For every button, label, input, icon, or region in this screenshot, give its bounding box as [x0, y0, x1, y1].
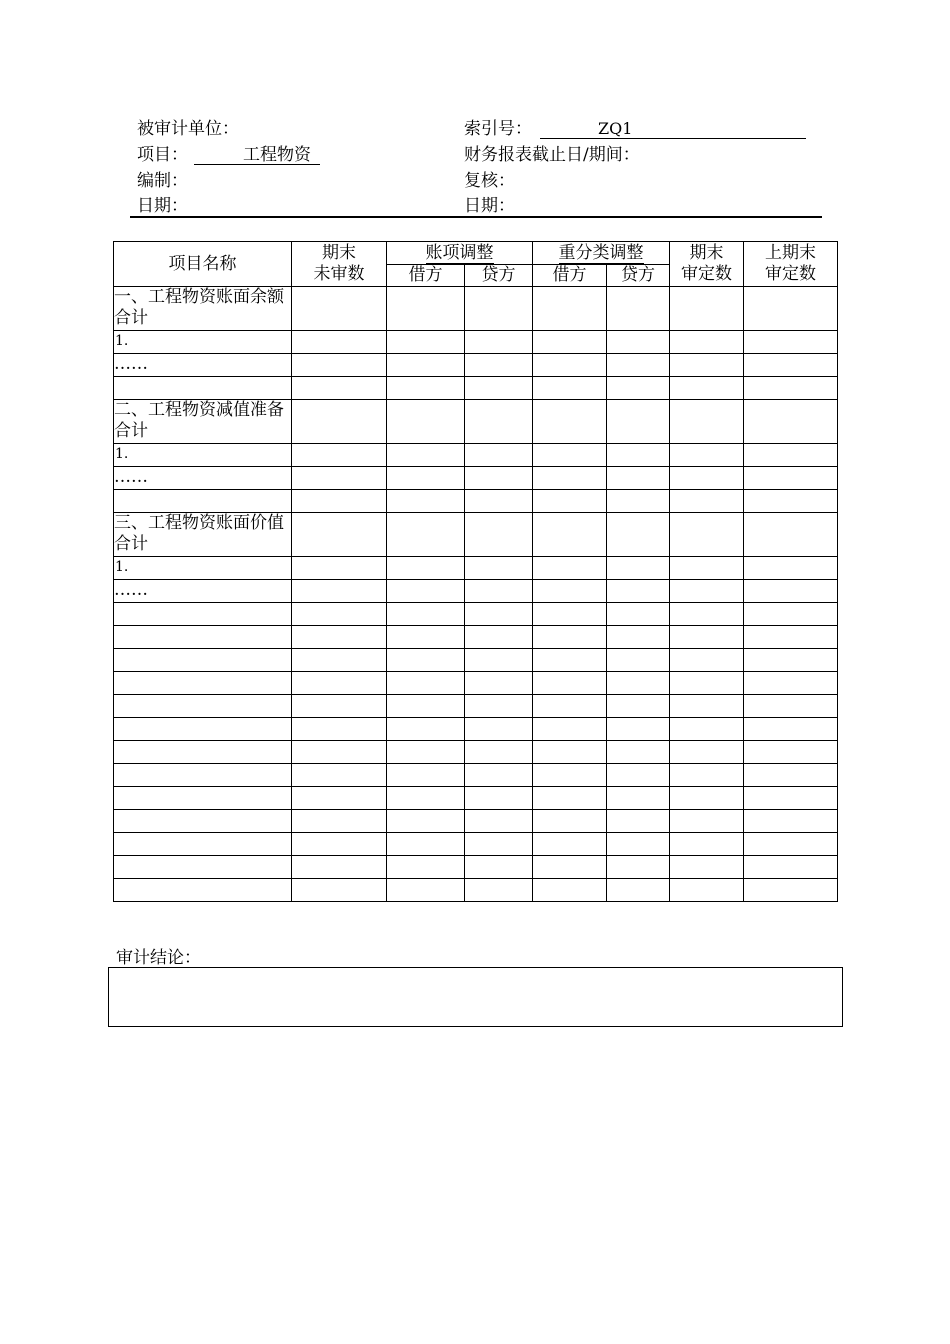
row-prior[interactable]	[744, 810, 838, 833]
row-adjust-credit[interactable]	[465, 603, 533, 626]
row-reclass-debit[interactable]	[533, 810, 607, 833]
row-item-name[interactable]	[114, 787, 292, 810]
row-item-name[interactable]	[114, 741, 292, 764]
row-item-name[interactable]	[114, 649, 292, 672]
table-row	[114, 718, 838, 741]
row-reclass-debit[interactable]	[533, 400, 607, 444]
table-row	[114, 444, 838, 467]
col-audited-line1: 期末	[689, 243, 724, 263]
row-adjust-credit[interactable]	[465, 626, 533, 649]
table-row	[114, 626, 838, 649]
col-audited-line2: 审定数	[681, 264, 732, 284]
row-item-name[interactable]: 一、工程物资账面余额合计	[114, 287, 292, 331]
table-row	[114, 833, 838, 856]
row-adjust-debit[interactable]	[387, 603, 465, 626]
row-unaudited[interactable]	[292, 580, 387, 603]
row-unaudited[interactable]	[292, 626, 387, 649]
row-reclass-credit[interactable]	[607, 513, 670, 557]
row-unaudited[interactable]	[292, 400, 387, 444]
row-reclass-debit[interactable]	[533, 626, 607, 649]
row-audited[interactable]	[670, 467, 744, 490]
row-reclass-debit[interactable]	[533, 354, 607, 377]
row-prior[interactable]	[744, 400, 838, 444]
row-item-name[interactable]	[114, 490, 292, 513]
row-reclass-credit[interactable]	[607, 603, 670, 626]
row-audited[interactable]	[670, 400, 744, 444]
row-prior[interactable]	[744, 879, 838, 902]
row-item-name[interactable]	[114, 695, 292, 718]
row-item-name[interactable]: 1.	[114, 331, 292, 354]
row-adjust-debit[interactable]	[387, 856, 465, 879]
row-prior[interactable]	[744, 626, 838, 649]
table-row	[114, 377, 838, 400]
row-reclass-credit[interactable]	[607, 764, 670, 787]
table-row	[114, 879, 838, 902]
row-unaudited[interactable]	[292, 787, 387, 810]
col-reclass	[533, 242, 670, 265]
row-reclass-debit[interactable]	[533, 490, 607, 513]
row-reclass-debit[interactable]	[533, 513, 607, 557]
date-label-left: 日期：	[137, 196, 188, 216]
row-reclass-debit[interactable]	[533, 879, 607, 902]
row-adjust-credit[interactable]	[465, 557, 533, 580]
row-reclass-credit[interactable]	[607, 557, 670, 580]
row-prior[interactable]	[744, 513, 838, 557]
table-row	[114, 287, 838, 331]
row-adjust-debit[interactable]	[387, 833, 465, 856]
row-audited[interactable]	[670, 557, 744, 580]
row-adjust-debit[interactable]	[387, 672, 465, 695]
prepared-label: 编制：	[137, 171, 188, 191]
table-row	[114, 764, 838, 787]
row-adjust-credit[interactable]	[465, 513, 533, 557]
table-row	[114, 649, 838, 672]
row-item-name[interactable]: ……	[114, 580, 292, 603]
index-underline	[540, 138, 806, 139]
row-adjust-debit[interactable]	[387, 626, 465, 649]
row-reclass-debit[interactable]	[533, 444, 607, 467]
col-reclass-credit: 贷方	[607, 265, 670, 287]
row-adjust-credit[interactable]	[465, 467, 533, 490]
row-unaudited[interactable]	[292, 649, 387, 672]
row-adjust-credit[interactable]	[465, 741, 533, 764]
row-reclass-credit[interactable]	[607, 810, 670, 833]
row-adjust-debit[interactable]	[387, 513, 465, 557]
row-prior[interactable]	[744, 764, 838, 787]
row-unaudited[interactable]	[292, 354, 387, 377]
row-audited[interactable]	[670, 603, 744, 626]
table-row	[114, 741, 838, 764]
col-adjust-label: 账项调整	[425, 242, 494, 263]
table-row	[114, 400, 838, 444]
row-reclass-credit[interactable]	[607, 879, 670, 902]
table-body	[114, 287, 838, 902]
row-adjust-credit[interactable]	[465, 879, 533, 902]
row-audited[interactable]	[670, 879, 744, 902]
row-adjust-debit[interactable]	[387, 444, 465, 467]
row-reclass-credit[interactable]	[607, 741, 670, 764]
row-adjust-debit[interactable]	[387, 695, 465, 718]
row-adjust-debit[interactable]	[387, 787, 465, 810]
col-unaudited-line1: 期末	[322, 243, 356, 263]
row-audited[interactable]	[670, 833, 744, 856]
row-prior[interactable]	[744, 580, 838, 603]
row-unaudited[interactable]	[292, 718, 387, 741]
date-label-right: 日期：	[464, 196, 515, 216]
row-adjust-debit[interactable]	[387, 490, 465, 513]
row-adjust-credit[interactable]	[465, 400, 533, 444]
row-prior[interactable]	[744, 672, 838, 695]
row-adjust-debit[interactable]	[387, 810, 465, 833]
row-reclass-debit[interactable]	[533, 331, 607, 354]
row-audited[interactable]	[670, 787, 744, 810]
row-audited[interactable]	[670, 580, 744, 603]
row-adjust-credit[interactable]	[465, 672, 533, 695]
col-adjust-debit: 借方	[387, 265, 465, 287]
row-adjust-credit[interactable]	[465, 810, 533, 833]
row-adjust-credit[interactable]	[465, 833, 533, 856]
row-audited[interactable]	[670, 444, 744, 467]
row-item-name[interactable]: 1.	[114, 444, 292, 467]
row-audited[interactable]	[670, 490, 744, 513]
row-item-name[interactable]: 1.	[114, 557, 292, 580]
col-adjust-credit: 贷方	[465, 265, 533, 287]
col-prior	[744, 242, 838, 287]
row-unaudited[interactable]	[292, 810, 387, 833]
table-row	[114, 695, 838, 718]
row-adjust-credit[interactable]	[465, 764, 533, 787]
row-adjust-credit[interactable]	[465, 787, 533, 810]
row-prior[interactable]	[744, 467, 838, 490]
row-prior[interactable]	[744, 557, 838, 580]
row-item-name[interactable]	[114, 856, 292, 879]
row-unaudited[interactable]	[292, 741, 387, 764]
table-row	[114, 580, 838, 603]
row-adjust-credit[interactable]	[465, 444, 533, 467]
row-adjust-debit[interactable]	[387, 400, 465, 444]
row-adjust-debit[interactable]	[387, 557, 465, 580]
row-audited[interactable]	[670, 695, 744, 718]
row-audited[interactable]	[670, 856, 744, 879]
table-row	[114, 490, 838, 513]
row-audited[interactable]	[670, 741, 744, 764]
table-row	[114, 354, 838, 377]
row-unaudited[interactable]	[292, 856, 387, 879]
col-reclass-label: 重分类调整	[558, 242, 644, 263]
row-adjust-credit[interactable]	[465, 580, 533, 603]
col-adjust	[387, 242, 533, 265]
row-adjust-credit[interactable]	[465, 287, 533, 331]
row-audited[interactable]	[670, 764, 744, 787]
row-item-name[interactable]: 三、工程物资账面价值合计	[114, 513, 292, 557]
table-row	[114, 331, 838, 354]
row-reclass-credit[interactable]	[607, 626, 670, 649]
report-date-label: 财务报表截止日/期间：	[464, 145, 640, 165]
row-reclass-debit[interactable]	[533, 833, 607, 856]
row-item-name[interactable]	[114, 626, 292, 649]
row-audited[interactable]	[670, 513, 744, 557]
project-label: 项目：	[137, 145, 188, 165]
row-reclass-debit[interactable]	[533, 287, 607, 331]
row-prior[interactable]	[744, 287, 838, 331]
row-item-name[interactable]	[114, 672, 292, 695]
row-item-name[interactable]	[114, 718, 292, 741]
row-unaudited[interactable]	[292, 695, 387, 718]
row-unaudited[interactable]	[292, 557, 387, 580]
header-rule	[130, 216, 822, 218]
row-reclass-credit[interactable]	[607, 718, 670, 741]
row-reclass-debit[interactable]	[533, 764, 607, 787]
row-adjust-credit[interactable]	[465, 331, 533, 354]
table-row	[114, 810, 838, 833]
row-prior[interactable]	[744, 354, 838, 377]
row-prior[interactable]	[744, 695, 838, 718]
row-reclass-credit[interactable]	[607, 490, 670, 513]
audit-table	[113, 241, 838, 902]
row-item-name[interactable]	[114, 879, 292, 902]
row-prior[interactable]	[744, 377, 838, 400]
row-audited[interactable]	[670, 354, 744, 377]
row-reclass-debit[interactable]	[533, 695, 607, 718]
col-unaudited-line2: 未审数	[313, 264, 365, 284]
row-adjust-debit[interactable]	[387, 354, 465, 377]
row-adjust-credit[interactable]	[465, 490, 533, 513]
row-item-name[interactable]	[114, 833, 292, 856]
row-prior[interactable]	[744, 833, 838, 856]
row-audited[interactable]	[670, 649, 744, 672]
row-item-name[interactable]: ……	[114, 354, 292, 377]
conclusion-label: 审计结论：	[116, 948, 201, 968]
col-prior-line2: 审定数	[765, 264, 816, 284]
row-adjust-debit[interactable]	[387, 331, 465, 354]
row-reclass-credit[interactable]	[607, 287, 670, 331]
row-reclass-credit[interactable]	[607, 695, 670, 718]
row-unaudited[interactable]	[292, 833, 387, 856]
table-row	[114, 856, 838, 879]
row-reclass-debit[interactable]	[533, 672, 607, 695]
row-reclass-debit[interactable]	[533, 856, 607, 879]
row-reclass-credit[interactable]	[607, 400, 670, 444]
row-adjust-debit[interactable]	[387, 467, 465, 490]
row-reclass-debit[interactable]	[533, 557, 607, 580]
row-audited[interactable]	[670, 672, 744, 695]
row-reclass-credit[interactable]	[607, 833, 670, 856]
row-unaudited[interactable]	[292, 287, 387, 331]
row-prior[interactable]	[744, 444, 838, 467]
row-prior[interactable]	[744, 856, 838, 879]
row-unaudited[interactable]	[292, 377, 387, 400]
col-unaudited	[292, 242, 387, 287]
row-item-name[interactable]	[114, 764, 292, 787]
row-prior[interactable]	[744, 603, 838, 626]
row-reclass-debit[interactable]	[533, 787, 607, 810]
index-value[interactable]: ZQ1	[598, 119, 633, 138]
table-row	[114, 787, 838, 810]
row-reclass-debit[interactable]	[533, 580, 607, 603]
row-item-name[interactable]: ……	[114, 467, 292, 490]
row-reclass-debit[interactable]	[533, 603, 607, 626]
row-audited[interactable]	[670, 287, 744, 331]
row-reclass-credit[interactable]	[607, 331, 670, 354]
project-value[interactable]: 工程物资	[243, 145, 311, 165]
row-prior[interactable]	[744, 718, 838, 741]
col-prior-line1: 上期末	[765, 243, 816, 263]
row-unaudited[interactable]	[292, 444, 387, 467]
index-label: 索引号：	[464, 119, 532, 139]
table-row	[114, 467, 838, 490]
row-reclass-debit[interactable]	[533, 741, 607, 764]
reviewed-label: 复核：	[464, 171, 515, 191]
row-reclass-credit[interactable]	[607, 787, 670, 810]
row-adjust-debit[interactable]	[387, 718, 465, 741]
row-reclass-debit[interactable]	[533, 377, 607, 400]
row-prior[interactable]	[744, 787, 838, 810]
row-unaudited[interactable]	[292, 467, 387, 490]
table-row	[114, 672, 838, 695]
row-unaudited[interactable]	[292, 331, 387, 354]
row-item-name[interactable]	[114, 603, 292, 626]
row-audited[interactable]	[670, 718, 744, 741]
conclusion-box[interactable]	[108, 967, 843, 1027]
row-reclass-credit[interactable]	[607, 354, 670, 377]
col-reclass-debit: 借方	[533, 265, 607, 287]
row-unaudited[interactable]	[292, 490, 387, 513]
row-reclass-credit[interactable]	[607, 856, 670, 879]
row-reclass-credit[interactable]	[607, 580, 670, 603]
row-unaudited[interactable]	[292, 672, 387, 695]
row-adjust-debit[interactable]	[387, 741, 465, 764]
row-unaudited[interactable]	[292, 764, 387, 787]
row-adjust-credit[interactable]	[465, 718, 533, 741]
row-item-name[interactable]	[114, 810, 292, 833]
row-adjust-credit[interactable]	[465, 695, 533, 718]
row-adjust-debit[interactable]	[387, 764, 465, 787]
col-audited	[670, 242, 744, 287]
row-reclass-debit[interactable]	[533, 467, 607, 490]
row-reclass-credit[interactable]	[607, 377, 670, 400]
row-adjust-credit[interactable]	[465, 649, 533, 672]
table-row	[114, 557, 838, 580]
table-row	[114, 513, 838, 557]
table-row	[114, 603, 838, 626]
row-reclass-credit[interactable]	[607, 649, 670, 672]
audited-unit-label: 被审计单位：	[137, 119, 239, 139]
row-prior[interactable]	[744, 649, 838, 672]
row-unaudited[interactable]	[292, 513, 387, 557]
row-adjust-debit[interactable]	[387, 377, 465, 400]
row-unaudited[interactable]	[292, 603, 387, 626]
row-reclass-credit[interactable]	[607, 672, 670, 695]
row-adjust-credit[interactable]	[465, 377, 533, 400]
row-audited[interactable]	[670, 377, 744, 400]
row-prior[interactable]	[744, 331, 838, 354]
row-audited[interactable]	[670, 626, 744, 649]
row-reclass-credit[interactable]	[607, 467, 670, 490]
row-adjust-debit[interactable]	[387, 287, 465, 331]
row-reclass-credit[interactable]	[607, 444, 670, 467]
row-reclass-debit[interactable]	[533, 649, 607, 672]
row-adjust-credit[interactable]	[465, 354, 533, 377]
row-adjust-debit[interactable]	[387, 580, 465, 603]
row-adjust-debit[interactable]	[387, 649, 465, 672]
row-unaudited[interactable]	[292, 879, 387, 902]
col-item-name: 项目名称	[114, 242, 292, 287]
row-item-name[interactable]	[114, 377, 292, 400]
row-audited[interactable]	[670, 810, 744, 833]
row-reclass-debit[interactable]	[533, 718, 607, 741]
row-item-name[interactable]: 二、工程物资减值准备合计	[114, 400, 292, 444]
row-prior[interactable]	[744, 741, 838, 764]
row-audited[interactable]	[670, 331, 744, 354]
row-prior[interactable]	[744, 490, 838, 513]
row-adjust-credit[interactable]	[465, 856, 533, 879]
row-adjust-debit[interactable]	[387, 879, 465, 902]
